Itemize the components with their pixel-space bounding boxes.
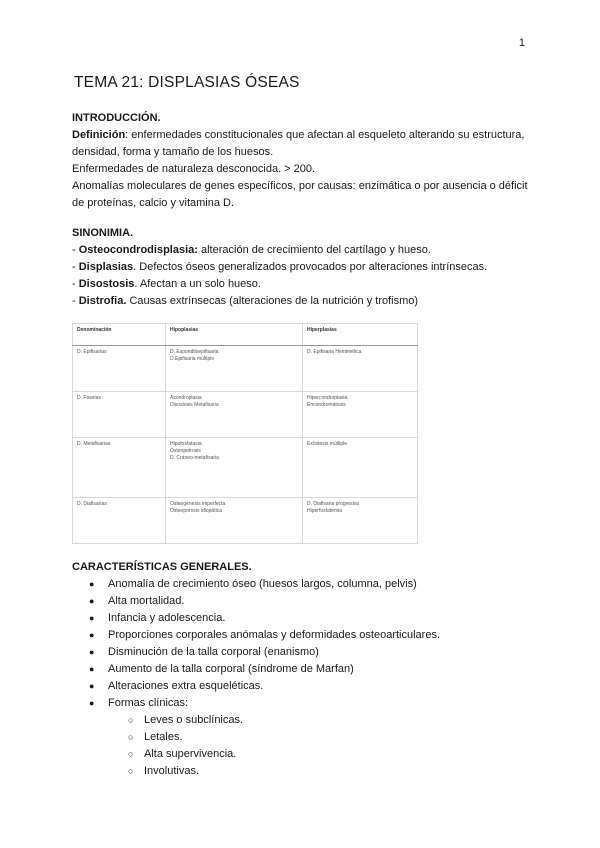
cell-text: D. Metafisarias (77, 441, 111, 447)
table-row (73, 498, 418, 544)
cell-text: Hipercondroplasia (307, 395, 348, 401)
item-text: Causas extrínsecas (alteraciones de la nutrición y trofismo) (126, 295, 419, 307)
sinonimia-item (72, 242, 532, 259)
list-item (72, 678, 532, 695)
cell-text: Disostosis Metafisaria (170, 402, 219, 408)
list-item-text: Aumento de la talla corporal (síndrome de Marfan) (108, 663, 354, 675)
cell-text: Exóstosis múltiple (307, 441, 348, 447)
circle-bullet-icon: ○ (128, 732, 134, 742)
sinonimia-item (72, 259, 532, 276)
intro-section (72, 110, 532, 212)
item-term: Distrofia. (78, 295, 127, 307)
table-cell (73, 346, 166, 392)
item-term: Disostosis (78, 278, 135, 290)
sinonimia-heading: SINONIMIA. (72, 227, 134, 239)
sinonimia-section (72, 225, 532, 310)
cell-text: D. Diafisarias (77, 501, 107, 507)
table-header: Hiperplasias (303, 324, 418, 346)
cell-text: Acondroplasia (170, 395, 202, 401)
table-row (73, 438, 418, 498)
cell-text: D. Fisarias (77, 395, 101, 401)
cell-text: D. Epifisaria Hemimélica (307, 349, 362, 355)
table-header: Denominación (73, 324, 166, 346)
item-text: . Defectos óseos generalizados provocados por alteraciones intrínsecas. (133, 261, 488, 273)
table-cell (166, 346, 303, 392)
bullet-icon: ● (89, 647, 95, 657)
sinonimia-item (72, 293, 532, 310)
item-prefix: - (72, 261, 79, 273)
table-header-row (73, 324, 418, 346)
sub-list-item (72, 746, 532, 763)
sub-list-item (72, 729, 532, 746)
bullet-icon: ● (89, 613, 95, 623)
circle-bullet-icon: ○ (128, 749, 134, 759)
sinonimia-item (72, 276, 532, 293)
item-term: Osteocondrodisplasia: (78, 244, 198, 256)
caracteristicas-list (72, 576, 532, 712)
list-item-text: Anomalía de crecimiento óseo (huesos largos, columna, pelvis) (108, 578, 417, 590)
table-cell (166, 392, 303, 438)
sub-list-item (72, 763, 532, 780)
table-cell (73, 392, 166, 438)
list-item-text: Formas clínicas: (108, 697, 189, 709)
table-cell (73, 438, 166, 498)
cell-text: D.Epifisaria múltiple (170, 356, 215, 362)
list-item-text: Infancia y adolescencia. (108, 612, 226, 624)
bullet-icon: ● (89, 630, 95, 640)
page-title: TEMA 21: DISPLASIAS ÓSEAS (74, 74, 300, 91)
sub-item-text: Leves o subclínicas. (144, 714, 244, 726)
cell-text: Osteoporosis idiopática (170, 508, 222, 514)
sub-item-text: Involutivas. (144, 765, 200, 777)
cell-text: D. Espondiloepifisaria (170, 349, 219, 355)
item-term: Displasias (78, 261, 134, 273)
bullet-icon: ● (89, 664, 95, 674)
list-item (72, 593, 532, 610)
intro-heading: INTRODUCCIÓN. (72, 112, 161, 124)
list-item-text: Alta mortalidad. (108, 595, 185, 607)
list-item (72, 644, 532, 661)
list-item (72, 627, 532, 644)
list-item (72, 695, 532, 712)
cell-text: Hiperfosfatemia (307, 508, 343, 514)
list-item (72, 576, 532, 593)
cell-text: Osteopetrosis (170, 448, 201, 454)
table-cell (73, 498, 166, 544)
cell-text: Hipofosfatasia (170, 441, 202, 447)
cell-text: D. Cráneo-metafisaria (170, 455, 219, 461)
item-text: . Afectan a un solo hueso. (134, 278, 261, 290)
table-row (73, 392, 418, 438)
list-item (72, 661, 532, 678)
item-prefix: - (72, 244, 79, 256)
bullet-icon: ● (89, 596, 95, 606)
definition-text: : enfermedades constitucionales que afectan al esqueleto alterando su estructura, densidad, forma y tamaño de los huesos. (72, 129, 525, 158)
item-prefix: - (72, 278, 79, 290)
sub-item-text: Letales. (144, 731, 183, 743)
list-item-text: Proporciones corporales anómalas y deformidades osteoarticulares. (108, 629, 441, 641)
list-item-text: Alteraciones extra esqueléticas. (108, 680, 264, 692)
table-cell (303, 346, 418, 392)
caracteristicas-heading: CARACTERÍSTICAS GENERALES. (72, 561, 252, 573)
bullet-icon: ● (89, 579, 95, 589)
circle-bullet-icon: ○ (128, 715, 134, 725)
table-row (73, 346, 418, 392)
cell-text: D. Diafisaria progresiva (307, 501, 359, 507)
table-cell (166, 438, 303, 498)
circle-bullet-icon: ○ (128, 766, 134, 776)
table-cell (303, 498, 418, 544)
intro-line-2: Enfermedades de naturaleza desconocida. > 200. (72, 163, 316, 175)
definition-paragraph (72, 127, 532, 161)
cell-text: Encondromatosis (307, 402, 346, 408)
displasias-table (72, 323, 418, 544)
table-header: Hipoplasias (166, 324, 303, 346)
list-item-text: Disminución de la talla corporal (enanismo) (108, 646, 319, 658)
sub-list-item (72, 712, 532, 729)
table-cell (303, 438, 418, 498)
intro-line-3: Anomalías moleculares de genes específicos, por causas: enzimática o por ausencia o déficit de proteínas, calcio y vitamina D. (72, 180, 528, 209)
bullet-icon: ● (89, 681, 95, 691)
table-cell (166, 498, 303, 544)
cell-text: Osteogénesis imperfecta (170, 501, 226, 507)
sub-item-text: Alta supervivencia. (144, 748, 237, 760)
bullet-icon: ● (89, 698, 95, 708)
item-prefix: - (72, 295, 79, 307)
cell-text: D. Epifisarias (77, 349, 107, 355)
caracteristicas-section (72, 559, 532, 780)
table-cell (303, 392, 418, 438)
formas-clinicas-list (72, 712, 532, 780)
list-item (72, 610, 532, 627)
definition-label: Definición (72, 129, 126, 141)
item-text: alteración de crecimiento del cartílago y hueso. (197, 244, 431, 256)
page-number: 1 (518, 37, 525, 49)
